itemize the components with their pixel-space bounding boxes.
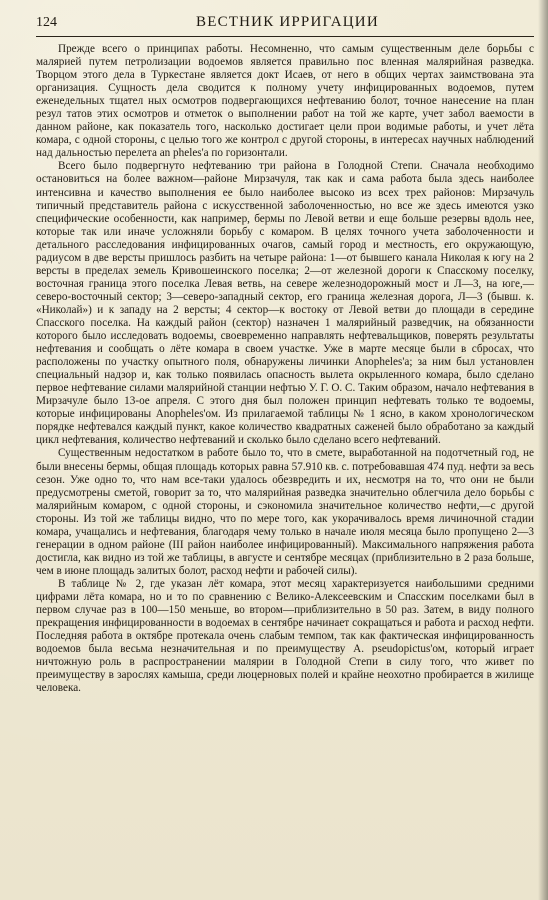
running-header: [36, 14, 534, 37]
paragraph-table-two: В таблице № 2, где указан лёт комара, этот месяц характеризуется наибольшими средними цифрами лёта комара, но и то по сравнению с Велико-Алексеевским и Спасским поселками был в первом случае раз в 100—150 меньше, во втором—приблизительно в 50 раз. Затем, в виду полного прекращения инфицированности в водоемах в сентябре начинает сокращаться и работа и расход нефти. Последняя работа в октябре протекала очень слабым темпом, так как фактическая инфицированность водоемов была весьма незначительная и по преимуществу A. pseudopictus'ом, который играет ничтожную роль в распространении малярии в Голодной Степи в силу того, что живет по преимуществу в зарослях камыша, среди люцерновых полей и крайне неохотно пробирается в жилище человека.: [36, 577, 534, 695]
page-edge-shadow: [538, 0, 548, 900]
page-number: 124: [36, 15, 57, 30]
paragraph-principles: Прежде всего о принципах работы. Несомненно, что самым существенным деле борьбы с малярией путем петролизации водоемов является правильно пос вленная малярийная разведка. Творцом этого дела в Туркестане является докт Исаев, от него в общих чертах заимствована эта организация. Сущность дела сводится к полному учету инфицированных водоемов, путем еженедельных тщател ных осмотров подвергающихся нефтеванию болот, точное нанесение на план резул татов этих осмотров и отметок о выполнении работ на той же карте, учет забол ваемости в данном районе, как показатель того, насколько достигает цели прои водимые работы, и учет лёта комара, с одной стороны, с целью того же контрол с другой стороны, в интересах научных наблюдений над дальностью перелета аn pheles'а по горизонтали.: [36, 43, 534, 160]
journal-title: ВЕСТНИК ИРРИГАЦИИ: [196, 14, 379, 30]
article-body: [36, 43, 534, 695]
paragraph-mirzachul-districts: Всего было подвергнуто нефтеванию три района в Голодной Степи. Сначала необходимо остановиться на более важном—районе Мирзачуля, так как и сама работа была здесь наиболее интенсивна и качество выполнения ее было наиболее высоко из всех трех районов: Мирзачуль типичный представитель района с искусственной заболоченностью, но все же здесь имеются узко специфические особенности, как например, бермы по Левой ветви и еще больше резервы вдоль нее, которые так или иначе усложняли борьбу с комаром. В целях точного учета заболоченности и детального расследования инфицированных очагов, самый город и местность, его окружающую, радиусом в две версты пришлось разбить на четыре района: 1—от бывшего канала Николая к югу на 2 версты в пределах земель Кривошеинского поселка; 2—от железной дороги к Спасскому поселку, восточная граница этого поселка Левая ветвь, на севере железнодорожный мост и Л—3, на юге,—северо-восточный сектор; 3—северо-западный сектор, его граница железная дорога, Л—3 (бывш. к. «Николай») и к западу на 2 версты; 4 сектор—к востоку от Левой ветви до площади в середине Спасского поселка. На каждый район (сектор) назначен 1 малярийный разведчик, на обязанности которого было исследовать водоемы, своевременно направлять нефтевальщиков, поверять результаты нефтевания и сообщать о лёте комара в своем участке. Уже в марте месяце были в сбросах, что расположены по участку опытного поля, обнаружены личинки Anopheles'а; за ним был установлен специальный надзор и, как только появилась опасность вылета окрыленного комара, было сделано первое нефтевание силами малярийной станции нефтью У. Г. О. С. Таким образом, начало нефтевания в Мирзачуле было 13-ое апреля. С этого дня был положен принцип нефтевать только те водоемы, которые инфицированы Anopheles'ом. Из прилагаемой таблицы № 1 ясно, в каком хронологическом порядке нефтевался каждый пункт, какое количество квадратных саженей было обработано за каждый цикл нефтевания, количество нефтеваний и сколько было сделано всего нефтеваний.: [36, 160, 534, 447]
paragraph-berm-shortcoming: Существенным недостатком в работе было то, что в смете, выработанной на подотчетный год, не были внесены бермы, общая площадь которых равна 57.910 кв. с. потребовавшая 474 пуд. нефти за весь сезон. Уже одно то, что нам все-таки удалось обезвредить и их, несмотря на то, что они не были предусмотрены сметой, говорит за то, что малярийная разведка значительно облегчила дело борьбы с малярийным комаром, с одной стороны, и сэкономила значительное количество нефти,—с другой стороны. Из той же таблицы видно, что по мере того, как укорачивалось время личиночной стадии комара, учащались и нефтевания, благодаря чему только в начале июля месяца было пропущено 2—3 генерации в одном районе (III район наиболее инфицированный). Максимального напряжения работа достигла, как видно из той же таблицы, в августе и сентябре месяцах (приблизительно в 2 раза больше, чем в июне площадь залитых болот, расход нефти и рабочей силы).: [36, 447, 534, 577]
